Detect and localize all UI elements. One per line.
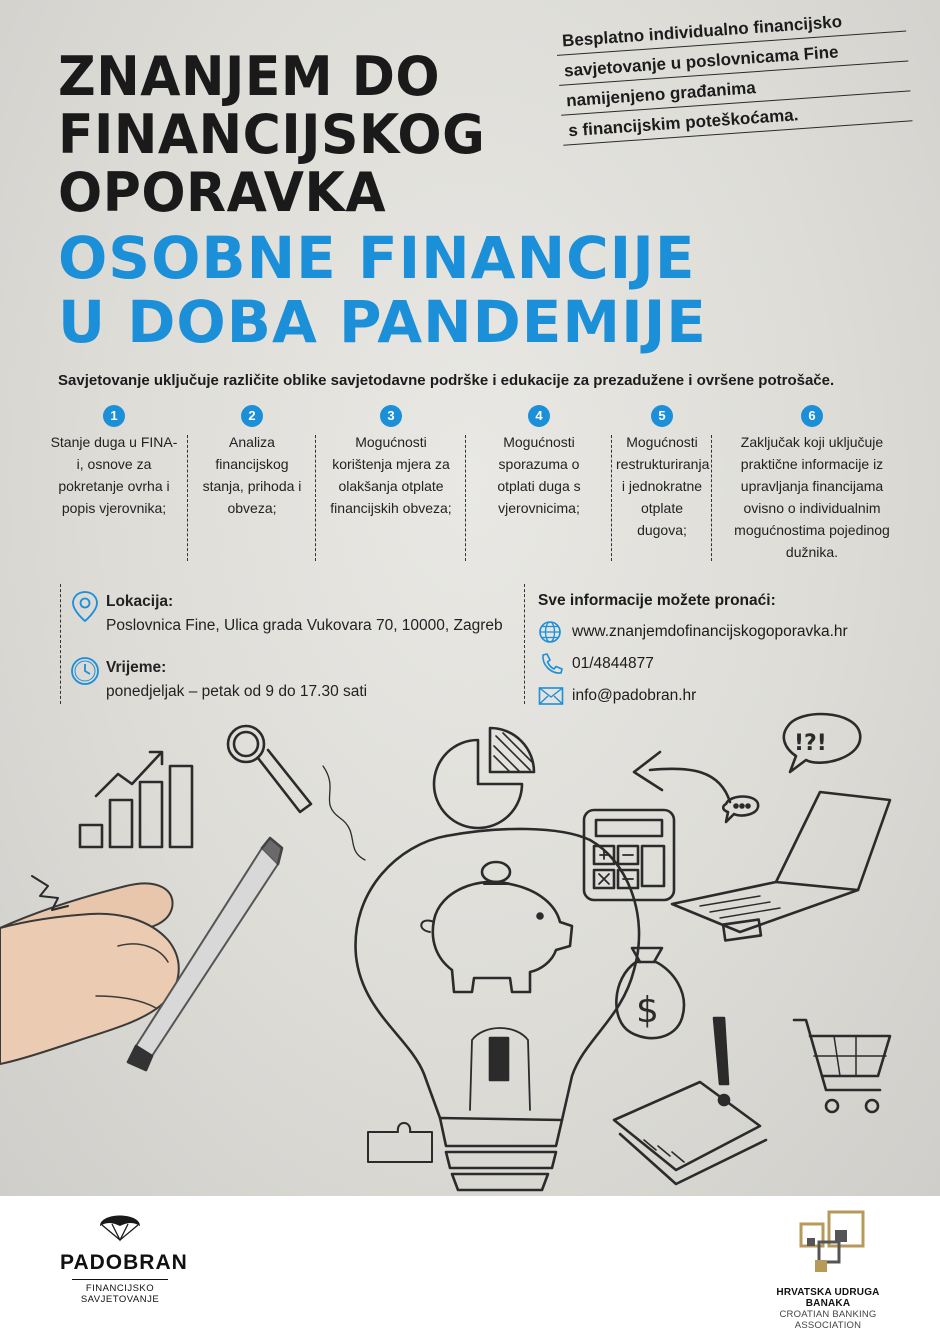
contact-info	[524, 588, 924, 716]
padobran-subtitle	[72, 1279, 168, 1305]
step-text: Mogućnosti sporazuma o otplati duga s vjerovnicima;	[497, 434, 581, 516]
title-line: FINANCIJSKOG	[58, 103, 486, 167]
subtitle-line: U DOBA PANDEMIJE	[58, 288, 707, 356]
tagline-line: namijenjeno građanima	[559, 61, 910, 115]
pie-chart-icon	[434, 728, 534, 828]
intro-text: Savjetovanje uključuje različite oblike savjetodavne podrške i edukacije za prezadužene i ovršene potrošače.	[58, 372, 835, 389]
title-line: OPORAVKA	[58, 161, 387, 225]
subtitle	[58, 226, 918, 354]
phone-number[interactable]: 01/4844877	[572, 655, 654, 672]
piggy-bank-icon	[421, 862, 572, 992]
step-text: Mogućnosti restrukturiranja i jednokratne otplate dugova;	[616, 434, 710, 538]
notebook-icon	[614, 1082, 766, 1184]
step-number: 5	[651, 405, 673, 427]
tagline-line: s financijskim poteškoćama.	[561, 91, 912, 145]
time-value: ponedjeljak – petak od 9 do 17.30 sati	[106, 683, 368, 700]
title-line: ZNANJEM DO	[58, 45, 441, 109]
shopping-cart-icon	[794, 1020, 890, 1112]
location-block	[68, 588, 518, 638]
hub-logo	[758, 1208, 898, 1331]
contact-heading: Sve informacije možete pronaći:	[538, 592, 776, 609]
step-text: Analiza financijskog stanja, prihoda i obveza;	[202, 434, 302, 516]
subtitle-line: OSOBNE FINANCIJE	[58, 224, 696, 292]
svg-text:$: $	[636, 990, 659, 1031]
step-item	[712, 405, 912, 565]
exclamation-icon	[714, 1018, 729, 1105]
padobran-logo	[60, 1210, 188, 1305]
step-item	[612, 405, 712, 565]
location-pin-icon	[68, 588, 106, 626]
tagline	[555, 2, 913, 146]
step-item	[466, 405, 612, 565]
location-value: Poslovnica Fine, Ulica grada Vukovara 70, 10000, Zagreb	[106, 617, 503, 634]
clock-icon	[68, 654, 106, 692]
parachute-icon	[98, 1210, 142, 1242]
curved-arrow-icon	[634, 752, 730, 802]
step-text: Mogućnosti korištenja mjera za olakšanja otplate financijskih obveza;	[330, 434, 452, 516]
time-block	[68, 654, 518, 704]
main-title	[58, 45, 578, 225]
location-label: Lokacija:	[106, 593, 174, 610]
phone-icon	[538, 652, 572, 676]
puzzle-icon	[368, 1123, 432, 1162]
time-label: Vrijeme:	[106, 659, 167, 676]
email-link[interactable]: info@padobran.hr	[572, 687, 697, 704]
step-item	[188, 405, 316, 565]
padobran-sub-line: SAVJETOVANJE	[80, 1294, 160, 1305]
step-text: Zaključak koji uključuje praktične informacije iz upravljanja financijama ovisno o individualnim mogućnostima pojedinog dužnika.	[734, 434, 890, 560]
steps-list	[40, 405, 920, 565]
step-item	[40, 405, 188, 565]
laptop-icon	[672, 792, 890, 940]
step-number: 3	[380, 405, 402, 427]
step-number: 4	[528, 405, 550, 427]
magnifier-icon	[228, 726, 311, 812]
website-link[interactable]: www.znanjemdofinancijskogoporavka.hr	[572, 623, 848, 640]
phone-row	[538, 652, 924, 676]
globe-icon	[538, 620, 572, 644]
bubble-text: !?!	[794, 731, 827, 756]
padobran-sub-line: FINANCIJSKO	[85, 1283, 155, 1294]
padobran-brand: PADOBRAN	[60, 1251, 188, 1274]
bar-chart-icon	[80, 752, 192, 847]
hub-name-hr: HRVATSKA UDRUGA BANAKA	[776, 1287, 880, 1309]
hub-emblem-icon	[789, 1208, 867, 1278]
step-item	[316, 405, 466, 565]
speech-bubble-icon	[723, 714, 860, 822]
footer	[0, 1196, 940, 1331]
info-divider	[60, 584, 61, 704]
hand-with-pen	[0, 838, 282, 1070]
doodle-illustration	[0, 700, 940, 1196]
website-row	[538, 620, 924, 644]
tagline-line: savjetovanje u poslovnicama Fine	[557, 32, 908, 86]
step-number: 1	[103, 405, 125, 427]
step-text: Stanje duga u FINA-i, osnove za pokretanje ovrha i popis vjerovnika;	[50, 434, 178, 516]
step-number: 2	[241, 405, 263, 427]
hub-name-en: CROATIAN BANKING ASSOCIATION	[779, 1309, 877, 1331]
step-number: 6	[801, 405, 823, 427]
tagline-line: Besplatno individualno financijsko	[555, 2, 906, 56]
